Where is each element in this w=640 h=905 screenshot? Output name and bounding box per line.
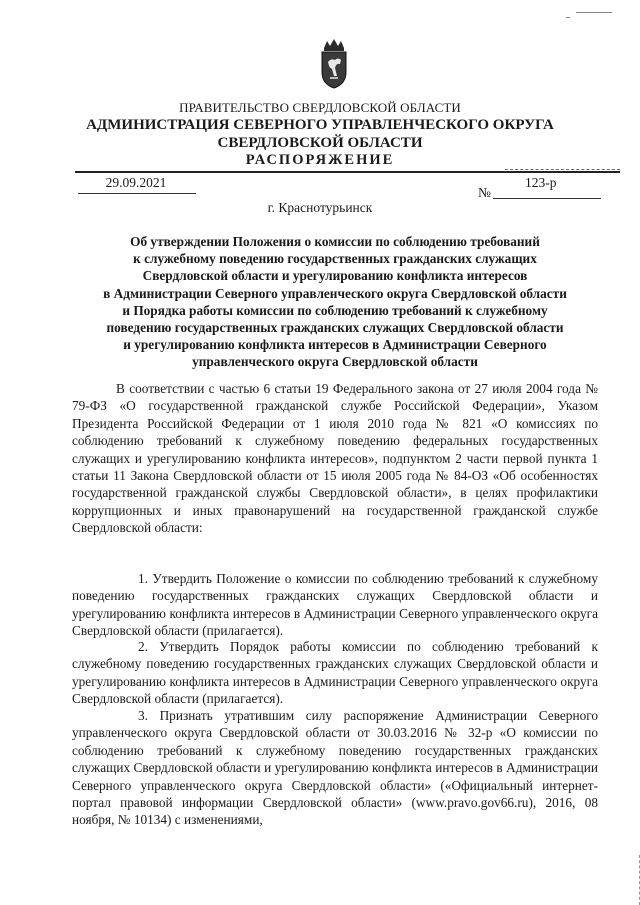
preamble-paragraph: В соответствии с частью 6 статьи 19 Федерального закона от 27 июля 2004 года № 79-ФЗ «О государственной гражданской службе Российской Федерации», Указом Президента Российской Федерации от 1 июля 2010 года № 821 «О комиссиях по соблюдению требований к служебному поведению федеральных государственных служащих и урегулированию конфликта интересов», подпунктом 2 части первой пункта 1 статьи 11 Закона Свердловской области от 15 июля 2005 года № 84-ОЗ «Об особенностях государственной гражданской службы Свердловской области», в целях профилактики коррупционных и иных правонарушений на государственной гражданской службе Свердловской области: [72,381,598,536]
document-type: РАСПОРЯЖЕНИЕ [245,152,395,168]
document-date-field [76,175,196,191]
title-line: и урегулированию конфликта интересов в Администрации Северного [123,337,547,353]
header-rule-dashed [505,169,620,170]
title-line: и Порядка работы комиссии по соблюдению требований к служебному [122,302,548,318]
administration-name [0,116,640,152]
scan-artifact [576,12,612,13]
list-item-3: 3. Признать утратившим силу распоряжение Администрации Северного управленческого округа Свердловской области от 30.03.2016 № 32-р «О комиссии по соблюдению требований к служебному поведению государственных гражданских служащих Свердловской области и урегулированию конфликта интересов в Администрации Северного управленческого округа Свердловской области» («Официальный интернет-портал правовой информации Свердловской области» (www.pravo.gov66.ru), 2016, 08 ноября, № 10134) с изменениями, [72,708,598,828]
city: г. Краснотурьинск [267,200,373,215]
title-line: управленческого округа Свердловской области [192,354,478,370]
list-item-1: 1. Утвердить Положение о комиссии по соблюдению требований к служебному поведению государственных гражданских служащих Свердловской области и урегулированию конфликта интересов в Администрации Северного управленческого округа Свердловской области (прилагается). [72,571,598,639]
title-line: в Администрации Северного управленческого округа Свердловской области [103,285,567,301]
title-line: к служебному поведению государственных гражданских служащих [133,251,537,267]
header-rule [75,171,620,173]
title-line: поведению государственных гражданских служащих Свердловской области [106,320,564,336]
title-line: Об утверждении Положения о комиссии по соблюдению требований [130,234,540,249]
number-underline [493,198,601,199]
title-line: Свердловской области и урегулированию конфликта интересов [142,268,528,284]
list-item-2: 2. Утвердить Порядок работы комиссии по соблюдению требований к служебному поведению государственных гражданских служащих Свердловской области и урегулированию конфликта интересов в Администрации Северного управленческого округа Свердловской области (прилагается). [72,639,598,707]
document-title [70,233,600,371]
document-number: 123-р [525,175,557,190]
administration-line-2: СВЕРДЛОВСКОЙ ОБЛАСТИ [217,135,423,151]
document-date: 29.09.2021 [105,175,167,190]
coat-of-arms-icon [316,38,352,90]
government-name: ПРАВИТЕЛЬСТВО СВЕРДЛОВСКОЙ ОБЛАСТИ [179,100,461,115]
date-underline [78,193,196,194]
administration-line-1: АДМИНИСТРАЦИЯ СЕВЕРНОГО УПРАВЛЕНЧЕСКОГО ОКРУГА [86,117,554,133]
scan-artifact [566,17,570,18]
number-label: № [478,185,491,200]
